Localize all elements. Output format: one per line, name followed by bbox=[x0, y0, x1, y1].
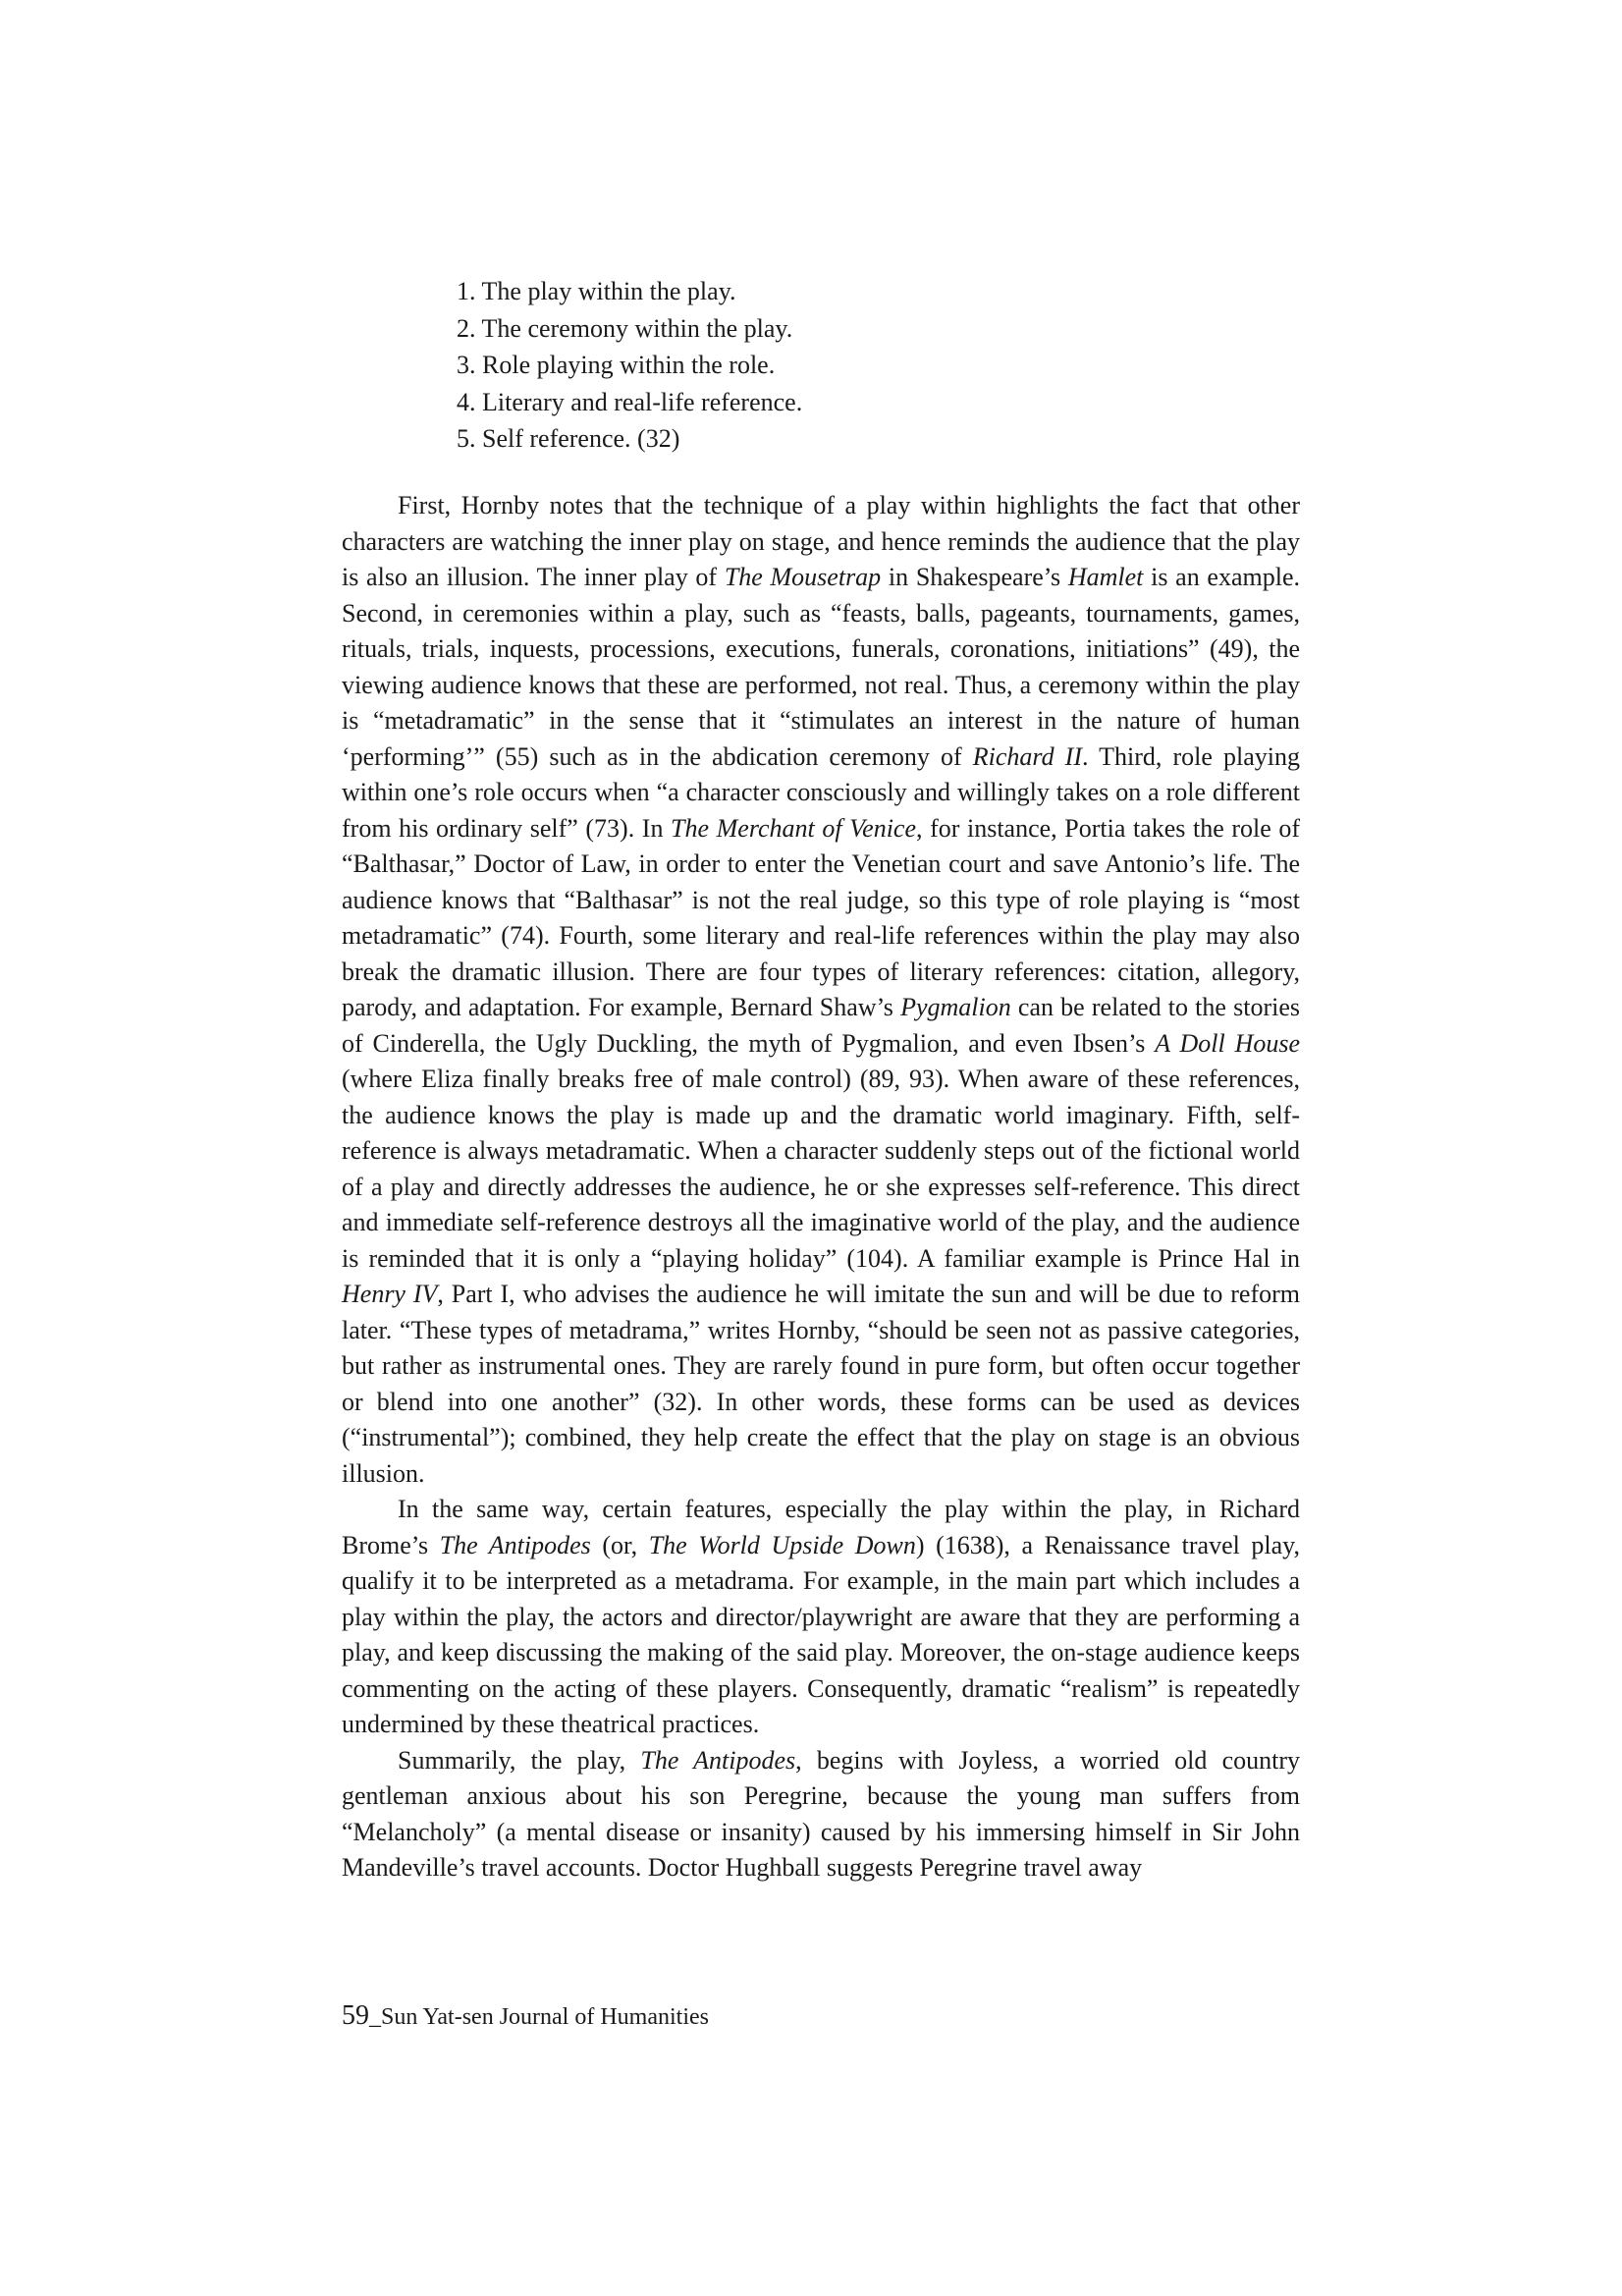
italic-title: A Doll House bbox=[1155, 1028, 1301, 1058]
italic-title: The Mousetrap bbox=[724, 563, 882, 591]
numbered-list bbox=[457, 273, 802, 458]
list-item: 5. Self reference. (32) bbox=[457, 424, 680, 453]
page-footer bbox=[342, 2001, 709, 2032]
italic-title: Hamlet bbox=[1067, 563, 1144, 591]
italic-title: The Antipodes bbox=[439, 1530, 591, 1559]
paragraph: Summarily, the play, The Antipodes, begins with Joyless, a worried old country gentleman anxious about his son Peregrine, because the young man suffers from “Melancholy” (a mental disease or insanity) caused by his immersing himself in Sir John Mandeville’s travel accounts. Doctor Hughball suggests Peregrine travel away bbox=[342, 1745, 1300, 1882]
page-number: 59 bbox=[342, 2000, 369, 2031]
body-text bbox=[342, 488, 1300, 1886]
list-item: 2. The ceremony within the play. bbox=[457, 313, 793, 343]
paragraph: In the same way, certain features, especially the play within the play, in Richard Brome’s The Antipodes (or, The World Upside Down) (1638), a Renaissance travel play, qualify it to be interpreted as a metadrama. For example, in the main part which includes a play within the play, the actors and director/playwright are aware that they are performing a play, and keep discussing the making of the said play. Moreover, the on-stage audience keeps commenting on the acting of these players. Consequently, dramatic “realism” is repeatedly undermined by these theatrical practices. bbox=[342, 1495, 1300, 1738]
list-item: 1. The play within the play. bbox=[457, 277, 736, 305]
list-item: 3. Role playing within the role. bbox=[457, 351, 776, 379]
journal-title: _Sun Yat-sen Journal of Humanities bbox=[369, 2004, 709, 2030]
paragraph: First, Hornby notes that the technique of a play within highlights the fact that other characters are watching the inner play on stage, and hence reminds the audience that the play is also an illusion. The inner play of The Mousetrap in Shakespeare’s Hamlet is an example. Second, in ceremonies within a play, such as “feasts, balls, pageants, tournaments, games, rituals, trials, inquests, processions, executions, funerals, coronations, initiations” (49), the viewing audience knows that these are performed, not real. Thus, a ceremony within the play is “metadramatic” in the sense that it “stimulates an interest in the nature of human ‘performing’” (55) such as in the abdication ceremony of Richard II. Third, role playing within one’s role occurs when “a character consciously and willingly takes on a role different from his ordinary self” (73). In The Merchant of Venice, for instance, Portia takes the role of “Balthasar,” Doctor of Law, in order to enter the Venetian court and save Antonio’s life. The audience knows that “Balthasar” is not the real judge, so this type of role playing is “most metadramatic” (74). Fourth, some literary and real-life references within the play may also break the dramatic illusion. There are four types of literary references: citation, allegory, parody, and adaptation. For example, Bernard Shaw’s Pygmalion can be related to the stories of Cinderella, the Ugly Duckling, the myth of Pygmalion, and even Ibsen’s A Doll House (where Eliza finally breaks free of male control) (89, 93). When aware of these references, the audience knows the play is made up and the dramatic world imaginary. Fifth, self-reference is always metadramatic. When a character suddenly steps out of the fictional world of a play and directly addresses the audience, he or she expresses self-reference. This direct and immediate self-reference destroys all the imaginative world of the play, and the audience is reminded that it is only a “playing holiday” (104). A familiar example is Prince Hal in Henry IV, Part I, who advises the audience he will imitate the sun and will be due to reform later. “These types of metadrama,” writes Hornby, “should be seen not as passive categories, but rather as instrumental ones. They are rarely found in pure form, but often occur together or blend into one another” (32). In other words, these forms can be used as devices (“instrumental”); combined, they help create the effect that the play on stage is an obvious illusion. bbox=[342, 491, 1301, 1488]
list-item: 4. Literary and real-life reference. bbox=[457, 387, 803, 416]
italic-title: The Antipodes bbox=[640, 1745, 796, 1775]
italic-title: Henry IV bbox=[342, 1280, 438, 1308]
italic-title: Pygmalion bbox=[900, 993, 1011, 1021]
italic-title: Richard II bbox=[972, 741, 1082, 771]
italic-title: The World Upside Down bbox=[648, 1530, 916, 1559]
italic-title: The Merchant of Venice bbox=[671, 813, 916, 843]
